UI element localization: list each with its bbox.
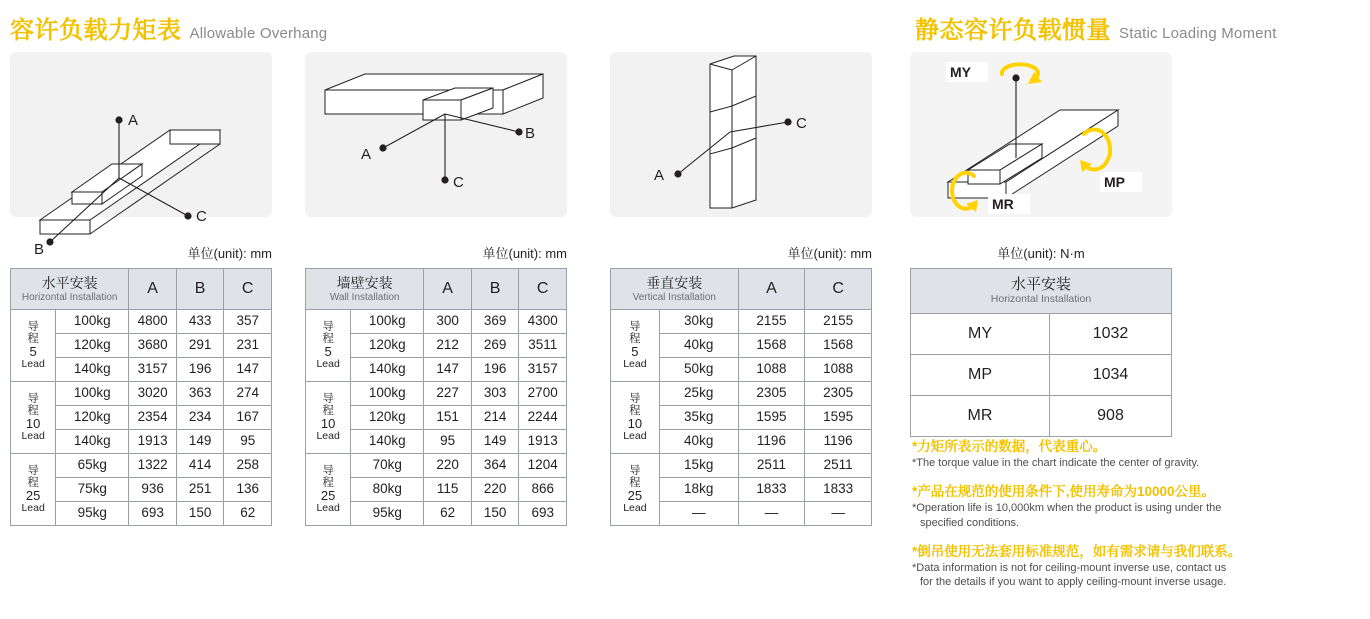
diagram-label-mr: MR	[992, 196, 1014, 212]
table-row	[611, 310, 872, 334]
load-cell: 100kg	[56, 382, 129, 406]
footnote-1-en: *The torque value in the chart indicate the center of gravity.	[912, 457, 1200, 469]
moment-label-mp: MP	[911, 355, 1050, 396]
value-b: 303	[471, 382, 519, 406]
value-b: 196	[471, 358, 519, 382]
value-a: 1568	[738, 334, 805, 358]
table-row	[306, 382, 567, 406]
value-a: 1196	[738, 430, 805, 454]
load-cell: 75kg	[56, 478, 129, 502]
value-c: 1568	[805, 334, 872, 358]
value-c: 274	[224, 382, 272, 406]
lead-group-cell: 导 程 10 Lead	[611, 382, 660, 454]
diagram-label-b: B	[525, 125, 536, 142]
load-cell: 100kg	[351, 382, 424, 406]
load-cell: 40kg	[659, 334, 738, 358]
table-row	[306, 310, 567, 334]
vertical-actuator-illustration	[610, 52, 872, 217]
column-header-c: C	[224, 269, 272, 310]
value-b: 150	[471, 502, 519, 526]
load-cell: 80kg	[351, 478, 424, 502]
value-a: 2354	[129, 406, 177, 430]
column-header-a: A	[129, 269, 177, 310]
value-b: 150	[176, 502, 224, 526]
table-header-title	[11, 269, 129, 310]
load-cell: 40kg	[659, 430, 738, 454]
table-horizontal-installation	[10, 268, 272, 526]
diagram-label-c: C	[453, 174, 464, 191]
value-c: 2155	[805, 310, 872, 334]
diagram-label-a: A	[128, 112, 139, 129]
column-header-a: A	[424, 269, 472, 310]
value-a: —	[738, 502, 805, 526]
value-b: 364	[471, 454, 519, 478]
section-title-allowable-overhang	[10, 10, 327, 45]
load-cell: 65kg	[56, 454, 129, 478]
footnote-1-cn: *力矩所表示的数据，代表重心。	[912, 439, 1107, 454]
value-a: 151	[424, 406, 472, 430]
value-c: 167	[224, 406, 272, 430]
footnotes	[912, 435, 1362, 599]
value-a: 62	[424, 502, 472, 526]
lead-group-cell: 导 程 25 Lead	[11, 454, 56, 526]
table-header-title-en: Horizontal Installation	[990, 293, 1092, 306]
value-c: 2511	[805, 454, 872, 478]
value-a: 2511	[738, 454, 805, 478]
value-a: 1913	[129, 430, 177, 454]
value-c: 1833	[805, 478, 872, 502]
value-a: 212	[424, 334, 472, 358]
column-header-c: C	[805, 269, 872, 310]
load-cell: 70kg	[351, 454, 424, 478]
value-a: 1833	[738, 478, 805, 502]
table-header-title-cn: 墙壁安装	[336, 275, 393, 292]
table-row	[11, 382, 272, 406]
value-c: 231	[224, 334, 272, 358]
value-c: 866	[519, 478, 567, 502]
lead-group-cell: 导 程 10 Lead	[306, 382, 351, 454]
load-cell: 18kg	[659, 478, 738, 502]
diagram-wall-installation	[305, 52, 567, 217]
value-a: 2155	[738, 310, 805, 334]
footnote-2-cn: *产品在规范的使用条件下,使用寿命为10000公里。	[912, 483, 1216, 499]
value-b: 291	[176, 334, 224, 358]
load-cell: 120kg	[56, 334, 129, 358]
diagram-label-c: C	[196, 208, 207, 225]
value-b: 149	[176, 430, 224, 454]
value-a: 115	[424, 478, 472, 502]
lead-group-cell: 导 程 10 Lead	[11, 382, 56, 454]
table-wall-installation	[305, 268, 567, 526]
load-cell: 95kg	[351, 502, 424, 526]
lead-group-cell: 导 程 25 Lead	[611, 454, 660, 526]
diagram-static-loading-moment	[910, 52, 1172, 217]
value-a: 4800	[129, 310, 177, 334]
moment-label-my: MY	[911, 314, 1050, 355]
value-b: 414	[176, 454, 224, 478]
table-header-title-en: Horizontal Installation	[21, 291, 118, 303]
value-c: 1595	[805, 406, 872, 430]
table-row	[11, 310, 272, 334]
diagram-vertical-installation	[610, 52, 872, 217]
moment-value-mp: 1034	[1050, 355, 1172, 396]
load-cell: 35kg	[659, 406, 738, 430]
value-a: 693	[129, 502, 177, 526]
table-vertical-installation	[610, 268, 872, 526]
value-b: 269	[471, 334, 519, 358]
value-c: 4300	[519, 310, 567, 334]
load-cell: 100kg	[351, 310, 424, 334]
value-c: 1088	[805, 358, 872, 382]
value-a: 936	[129, 478, 177, 502]
value-c: 258	[224, 454, 272, 478]
value-c: 1196	[805, 430, 872, 454]
diagram-label-my: MY	[950, 64, 971, 80]
table-row	[911, 314, 1172, 355]
diagram-label-b: B	[34, 241, 45, 258]
value-c: 62	[224, 502, 272, 526]
value-b: 251	[176, 478, 224, 502]
value-c: 3157	[519, 358, 567, 382]
lead-group-cell: 导 程 5 Lead	[11, 310, 56, 382]
table-header-title-cn: 水平安装	[1010, 276, 1071, 294]
footnote-3-en	[912, 561, 1362, 591]
load-cell: 120kg	[56, 406, 129, 430]
moment-actuator-illustration	[910, 52, 1172, 217]
section-title-cn: 静态容许负载惯量	[915, 17, 1111, 44]
moment-value-mr: 908	[1050, 396, 1172, 437]
wall-actuator-illustration	[305, 52, 567, 217]
value-b: 433	[176, 310, 224, 334]
value-c: 1913	[519, 430, 567, 454]
table-header-title	[306, 269, 424, 310]
column-header-c: C	[519, 269, 567, 310]
table-row	[911, 355, 1172, 396]
footnote-2-en	[912, 501, 1362, 531]
load-cell: 50kg	[659, 358, 738, 382]
footnote-3-en-line1: *Data information is not for ceiling-mount inverse use, contact us	[912, 561, 1227, 574]
value-a: 227	[424, 382, 472, 406]
section-title-en: Allowable Overhang	[189, 25, 328, 42]
load-cell: 140kg	[351, 358, 424, 382]
section-title-static-loading-moment	[915, 10, 1277, 45]
value-b: 363	[176, 382, 224, 406]
table-row	[611, 382, 872, 406]
value-b: 196	[176, 358, 224, 382]
column-header-b: B	[176, 269, 224, 310]
table-row	[611, 454, 872, 478]
value-c: 693	[519, 502, 567, 526]
table-header-title-en: Wall Installation	[329, 291, 400, 303]
value-c: 95	[224, 430, 272, 454]
value-c: 1204	[519, 454, 567, 478]
value-c: 2700	[519, 382, 567, 406]
lead-group-cell: 导 程 5 Lead	[306, 310, 351, 382]
load-cell: 25kg	[659, 382, 738, 406]
table-row	[911, 396, 1172, 437]
moment-label-mr: MR	[911, 396, 1050, 437]
load-cell: 30kg	[659, 310, 738, 334]
table-header-title-cn: 垂直安装	[646, 275, 703, 292]
lead-group-cell: 导 程 25 Lead	[306, 454, 351, 526]
load-cell: 140kg	[351, 430, 424, 454]
value-b: 220	[471, 478, 519, 502]
section-title-en: Static Loading Moment	[1119, 25, 1277, 42]
table-header-row	[306, 269, 567, 310]
footnote-3-en-line2: for the details if you want to apply ceiling-mount inverse usage.	[920, 576, 1227, 589]
value-a: 2305	[738, 382, 805, 406]
load-cell: 95kg	[56, 502, 129, 526]
unit-caption-1: 单位(unit): mm	[187, 246, 272, 261]
footnote-2-en-line2: specified conditions.	[920, 516, 1020, 529]
load-cell: 120kg	[351, 406, 424, 430]
diagram-label-a: A	[361, 146, 372, 163]
table-header-title-en: Vertical Installation	[632, 291, 716, 303]
value-a: 95	[424, 430, 472, 454]
table-header-title-cn: 水平安装	[41, 275, 98, 292]
table-header-title	[911, 269, 1172, 314]
table-row	[306, 454, 567, 478]
diagram-label-a: A	[654, 167, 665, 184]
section-title-cn: 容许负载力矩表	[10, 17, 182, 44]
load-cell: 120kg	[351, 334, 424, 358]
value-c: 147	[224, 358, 272, 382]
footnote-2-en-line1: *Operation life is 10,000km when the product is using under the	[912, 501, 1222, 514]
value-a: 3680	[129, 334, 177, 358]
table-header-row	[911, 269, 1172, 314]
column-header-a: A	[738, 269, 805, 310]
table-header-row	[611, 269, 872, 310]
value-a: 1088	[738, 358, 805, 382]
value-c: 2305	[805, 382, 872, 406]
moment-value-my: 1032	[1050, 314, 1172, 355]
diagram-label-mp: MP	[1104, 174, 1125, 190]
value-b: 234	[176, 406, 224, 430]
column-header-b: B	[471, 269, 519, 310]
value-a: 3157	[129, 358, 177, 382]
value-b: 369	[471, 310, 519, 334]
value-a: 147	[424, 358, 472, 382]
value-a: 220	[424, 454, 472, 478]
load-cell: 140kg	[56, 358, 129, 382]
value-a: 3020	[129, 382, 177, 406]
unit-caption-3: 单位(unit): mm	[787, 246, 872, 261]
lead-group-cell: 导 程 5 Lead	[611, 310, 660, 382]
unit-caption-2: 单位(unit): mm	[482, 246, 567, 261]
value-b: 214	[471, 406, 519, 430]
table-header-title	[611, 269, 739, 310]
table-header-row	[11, 269, 272, 310]
load-cell: 140kg	[56, 430, 129, 454]
load-cell: —	[659, 502, 738, 526]
load-cell: 15kg	[659, 454, 738, 478]
unit-caption-4: 单位(unit): N·m	[997, 246, 1085, 261]
load-cell: 100kg	[56, 310, 129, 334]
value-c: 357	[224, 310, 272, 334]
footnote-3-cn: *倒吊使用无法套用标准规范，如有需求请与我们联系。	[912, 543, 1242, 559]
value-c: 2244	[519, 406, 567, 430]
value-c: 136	[224, 478, 272, 502]
value-a: 300	[424, 310, 472, 334]
value-a: 1595	[738, 406, 805, 430]
table-static-loading-moment	[910, 268, 1172, 437]
value-c: —	[805, 502, 872, 526]
diagram-label-c: C	[796, 115, 807, 132]
value-b: 149	[471, 430, 519, 454]
value-c: 3511	[519, 334, 567, 358]
value-a: 1322	[129, 454, 177, 478]
table-row	[11, 454, 272, 478]
